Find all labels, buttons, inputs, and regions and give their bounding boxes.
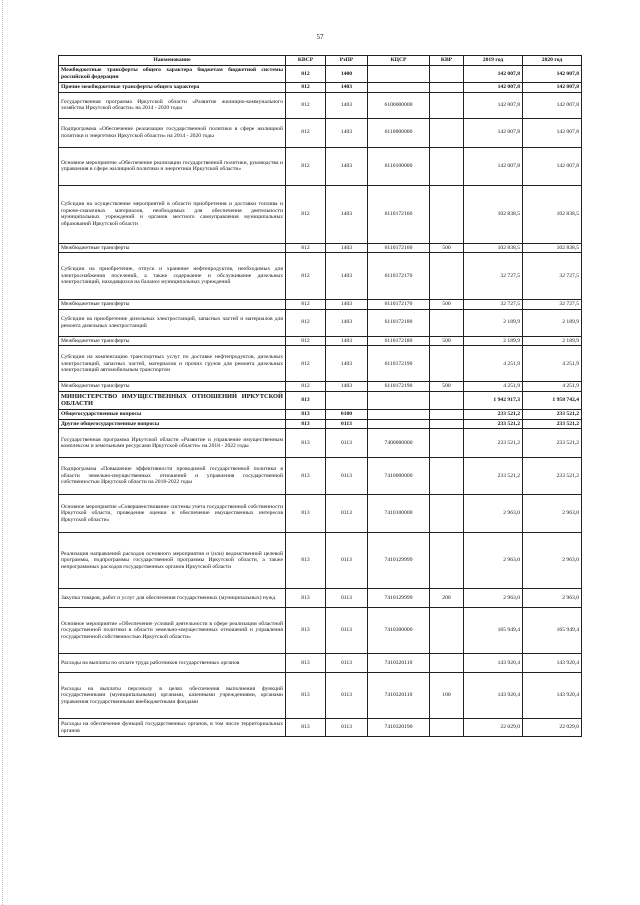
cell-rzpr: 0113 (326, 495, 368, 533)
cell-kvsr: 813 (286, 495, 326, 533)
cell-name: Межбюджетные трансферты (59, 243, 286, 253)
cell-kvr (430, 409, 464, 419)
table-row (59, 533, 582, 589)
cell-rzpr: 0113 (326, 673, 368, 719)
cell-2020: 102 838,5 (523, 243, 582, 253)
cell-2020: 143 920,4 (523, 673, 582, 719)
table-header-row (59, 56, 582, 66)
header-2019: 2019 год (464, 56, 523, 66)
cell-name: МИНИСТЕРСТВО ИМУЩЕСТВЕННЫХ ОТНОШЕНИЙ ИРКУТСКОЙ ОБЛАСТИ (59, 391, 286, 409)
cell-rzpr: 1403 (326, 185, 368, 243)
table-row (59, 409, 582, 419)
cell-rzpr: 1403 (326, 309, 368, 336)
cell-kcsr: 7400000000 (368, 429, 430, 458)
cell-name: Расходы на выплаты персоналу в целях обеспечения выполнения функций государственными (муниципальными) органами, казенными учреждениями, органами управления государственными внебюджетными фондами (59, 673, 286, 719)
cell-name: Расходы на выплаты по оплате труда работников государственных органов (59, 654, 286, 673)
cell-2020: 233 521,2 (523, 458, 582, 495)
cell-kvr (430, 118, 464, 147)
cell-name: Закупка товаров, работ и услуг для обеспечения государственных (муниципальных) нужд (59, 589, 286, 608)
cell-2020: 142 007,8 (523, 118, 582, 147)
cell-name: Другие общегосударственные вопросы (59, 419, 286, 429)
cell-kcsr: 7410129999 (368, 533, 430, 589)
cell-2019: 142 007,8 (464, 118, 523, 147)
cell-kvsr: 812 (286, 253, 326, 300)
cell-kvsr: 812 (286, 300, 326, 310)
cell-2020: 142 007,8 (523, 66, 582, 83)
cell-kvsr: 812 (286, 185, 326, 243)
cell-kvr: 500 (430, 243, 464, 253)
cell-kvsr: 812 (286, 92, 326, 118)
cell-2020: 233 521,2 (523, 409, 582, 419)
cell-kcsr: 7410000000 (368, 458, 430, 495)
binding-edge (2, 0, 5, 905)
cell-2020: 4 251,9 (523, 346, 582, 382)
cell-rzpr: 1403 (326, 346, 368, 382)
table-row (59, 346, 582, 382)
table-row (59, 495, 582, 533)
cell-name: Субсидия на осуществление мероприятий в области приобретения и доставки топлива и горюче-смазочных материалов, необходимых для обеспечения деятельности муниципальных учреждений и органов местного самоуправления муниципальных образований Иркутской области (59, 185, 286, 243)
cell-kvr (430, 495, 464, 533)
cell-rzpr: 1403 (326, 336, 368, 346)
cell-2020: 233 521,2 (523, 429, 582, 458)
cell-name: Основное мероприятие «Совершенствование системы учета государственной собственности Иркутской области, проведение оценки и обеспечение имущественных интересов Иркутской области» (59, 495, 286, 533)
header-rzpr: РзПР (326, 56, 368, 66)
cell-rzpr: 1403 (326, 92, 368, 118)
cell-name: Расходы на обеспечение функций государственных органов, в том числе территориальных органов (59, 719, 286, 737)
cell-kcsr: 6110172180 (368, 336, 430, 346)
cell-2019: 143 920,4 (464, 654, 523, 673)
cell-name: Общегосударственные вопросы (59, 409, 286, 419)
cell-2019: 102 838,5 (464, 185, 523, 243)
cell-rzpr: 0113 (326, 608, 368, 654)
cell-name: Реализация направлений расходов основного мероприятия и (или) ведомственной целевой программы, подпрограммы государственной программы Иркутской области, а также непрограммных расходов государственных органов Иркутской области (59, 533, 286, 589)
cell-2020: 1 958 742,4 (523, 391, 582, 409)
table-row (59, 336, 582, 346)
cell-2020: 233 521,2 (523, 419, 582, 429)
cell-kvr (430, 533, 464, 589)
table-row (59, 429, 582, 458)
cell-kvsr: 812 (286, 118, 326, 147)
cell-kvr (430, 147, 464, 185)
cell-kvsr: 813 (286, 654, 326, 673)
cell-kcsr: 7410100000 (368, 495, 430, 533)
cell-kvr (430, 346, 464, 382)
cell-kvr (430, 185, 464, 243)
cell-kvsr: 813 (286, 673, 326, 719)
cell-kcsr (368, 83, 430, 93)
cell-name: Субсидии на приобретение, отпуск и хранение нефтепродуктов, необходимых для электроснабжения поселений, а также содержание и обслуживание дизельных электростанций, находящихся на балансе муниципальных учреждений (59, 253, 286, 300)
cell-name: Межбюджетные трансферты (59, 382, 286, 392)
cell-kvsr: 812 (286, 346, 326, 382)
cell-kvr (430, 719, 464, 737)
cell-kvr: 200 (430, 589, 464, 608)
cell-kvr (430, 83, 464, 93)
cell-2019: 2 963,0 (464, 589, 523, 608)
cell-2019: 102 838,5 (464, 243, 523, 253)
table-row (59, 673, 582, 719)
cell-2019: 233 521,2 (464, 419, 523, 429)
table-row (59, 300, 582, 310)
cell-name: Основное мероприятие «Обеспечение условий деятельности в сфере реализации областной государственной политики в области земельно-имущественных отношений и управления государственной собственностью Иркутской области» (59, 608, 286, 654)
cell-kcsr: 7410320190 (368, 719, 430, 737)
cell-name: Прочие межбюджетные трансферты общего характера (59, 83, 286, 93)
budget-table (58, 55, 582, 737)
cell-rzpr (326, 391, 368, 409)
cell-kvr: 500 (430, 300, 464, 310)
cell-rzpr: 1403 (326, 300, 368, 310)
cell-2019: 2 189,9 (464, 309, 523, 336)
cell-rzpr: 1400 (326, 66, 368, 83)
cell-2019: 233 521,2 (464, 458, 523, 495)
cell-2020: 2 189,9 (523, 309, 582, 336)
cell-2019: 142 007,8 (464, 66, 523, 83)
cell-rzpr: 0113 (326, 719, 368, 737)
cell-rzpr: 0100 (326, 409, 368, 419)
cell-name: Межбюджетные трансферты (59, 336, 286, 346)
table-row (59, 391, 582, 409)
cell-2019: 4 251,9 (464, 346, 523, 382)
table-body (59, 66, 582, 737)
cell-name: Подпрограмма «Повышение эффективности проводимой государственной политики в области земельно-имущественных отношений и управления государственной собственностью Иркутской области на 2018-2022 годы (59, 458, 286, 495)
cell-kcsr (368, 409, 430, 419)
cell-name: Основное мероприятие «Обеспечение реализации государственной политики, руководства и управления в сфере жилищной политики и энергетики Иркутской области» (59, 147, 286, 185)
cell-rzpr: 0113 (326, 458, 368, 495)
cell-2019: 4 251,9 (464, 382, 523, 392)
header-name: Наименование (59, 56, 286, 66)
cell-kvr (430, 92, 464, 118)
cell-kvr (430, 309, 464, 336)
cell-2020: 2 189,9 (523, 336, 582, 346)
cell-kvsr: 812 (286, 147, 326, 185)
cell-kcsr (368, 419, 430, 429)
table-row (59, 92, 582, 118)
cell-kvr: 100 (430, 673, 464, 719)
table-row (59, 589, 582, 608)
cell-kcsr: 6110000000 (368, 118, 430, 147)
cell-2020: 32 727,5 (523, 253, 582, 300)
cell-kvr (430, 608, 464, 654)
cell-kcsr: 7410320110 (368, 673, 430, 719)
table-row (59, 382, 582, 392)
table-row (59, 243, 582, 253)
cell-name: Субсидии на приобретение дизельных электростанций, запасных частей и материалов для ремонта дизельных электростанций (59, 309, 286, 336)
cell-kcsr: 6110172190 (368, 382, 430, 392)
cell-kcsr: 6110172160 (368, 243, 430, 253)
cell-2020: 143 920,4 (523, 654, 582, 673)
cell-kvsr: 813 (286, 719, 326, 737)
cell-kvsr: 812 (286, 66, 326, 83)
cell-2019: 32 727,5 (464, 253, 523, 300)
cell-name: Межбюджетные трансферты общего характера бюджетам бюджетной системы российской федерации (59, 66, 286, 83)
cell-kvr (430, 391, 464, 409)
cell-kvsr: 812 (286, 309, 326, 336)
table-row (59, 419, 582, 429)
cell-rzpr: 1403 (326, 147, 368, 185)
cell-kcsr: 6110172170 (368, 253, 430, 300)
header-kvsr: КВСР (286, 56, 326, 66)
table-row (59, 66, 582, 83)
cell-rzpr: 0113 (326, 589, 368, 608)
cell-kcsr: 6110172170 (368, 300, 430, 310)
cell-2020: 165 949,4 (523, 608, 582, 654)
cell-2020: 4 251,9 (523, 382, 582, 392)
cell-kvsr: 812 (286, 83, 326, 93)
cell-2020: 32 727,5 (523, 300, 582, 310)
cell-2019: 165 949,4 (464, 608, 523, 654)
cell-rzpr: 1403 (326, 382, 368, 392)
cell-2019: 2 963,0 (464, 533, 523, 589)
cell-name: Субсидии на компенсацию транспортных услуг по доставке нефтепродуктов, дизельных электростанций, запасных частей, материалов и прочих грузов для ремонта дизельных электростанций автомобильным транспортом (59, 346, 286, 382)
cell-name: Государственная программа Иркутской области «Развитие жилищно-коммунального хозяйства Иркутской области» на 2014 - 2020 годы (59, 92, 286, 118)
cell-2020: 142 007,8 (523, 83, 582, 93)
table-row (59, 719, 582, 737)
cell-2019: 32 727,5 (464, 300, 523, 310)
cell-kvr (430, 429, 464, 458)
cell-2020: 142 007,8 (523, 147, 582, 185)
cell-2020: 22 029,0 (523, 719, 582, 737)
cell-kvr (430, 66, 464, 83)
cell-rzpr: 0113 (326, 654, 368, 673)
cell-kcsr: 7410300000 (368, 608, 430, 654)
cell-rzpr: 1403 (326, 243, 368, 253)
cell-2019: 1 942 917,3 (464, 391, 523, 409)
cell-2020: 142 007,8 (523, 92, 582, 118)
cell-kvr (430, 654, 464, 673)
cell-kvr (430, 253, 464, 300)
cell-kvsr: 812 (286, 336, 326, 346)
header-2020: 2020 год (523, 56, 582, 66)
table-row (59, 83, 582, 93)
header-kvr: КВР (430, 56, 464, 66)
table-row (59, 253, 582, 300)
cell-name: Межбюджетные трансферты (59, 300, 286, 310)
cell-kcsr: 6110172190 (368, 346, 430, 382)
cell-2020: 2 963,0 (523, 533, 582, 589)
cell-kvr (430, 419, 464, 429)
cell-rzpr: 0113 (326, 419, 368, 429)
cell-name: Государственная программа Иркутской области «Развитие и управление имущественным комплексом и земельными ресурсами Иркутской области» на 2018 - 2022 годы (59, 429, 286, 458)
cell-2019: 2 189,9 (464, 336, 523, 346)
table-row (59, 458, 582, 495)
cell-kcsr: 7410129999 (368, 589, 430, 608)
cell-kcsr: 6110172160 (368, 185, 430, 243)
cell-kcsr: 7410320110 (368, 654, 430, 673)
table-row (59, 654, 582, 673)
cell-kvr: 500 (430, 382, 464, 392)
cell-kcsr (368, 66, 430, 83)
cell-kvsr: 813 (286, 429, 326, 458)
cell-2020: 102 838,5 (523, 185, 582, 243)
cell-2020: 2 963,0 (523, 589, 582, 608)
table-row (59, 608, 582, 654)
cell-kvsr: 813 (286, 458, 326, 495)
cell-rzpr: 0113 (326, 533, 368, 589)
table-row (59, 309, 582, 336)
cell-kvsr: 813 (286, 589, 326, 608)
cell-kcsr: 6110172180 (368, 309, 430, 336)
cell-2019: 142 007,8 (464, 83, 523, 93)
cell-2019: 142 007,8 (464, 92, 523, 118)
cell-rzpr: 1403 (326, 83, 368, 93)
cell-kvsr: 812 (286, 243, 326, 253)
table-row (59, 185, 582, 243)
cell-kcsr (368, 391, 430, 409)
cell-name: Подпрограмма «Обеспечение реализации государственной политики в сфере жилищной политики и энергетики Иркутской области» на 2014 - 2020 годы (59, 118, 286, 147)
cell-kvr (430, 458, 464, 495)
header-kcsr: КЦСР (368, 56, 430, 66)
table-row (59, 147, 582, 185)
cell-2019: 233 521,2 (464, 409, 523, 419)
cell-rzpr: 1403 (326, 253, 368, 300)
cell-2019: 233 521,2 (464, 429, 523, 458)
cell-kvsr: 813 (286, 409, 326, 419)
cell-rzpr: 0113 (326, 429, 368, 458)
table-row (59, 118, 582, 147)
cell-kvsr: 813 (286, 419, 326, 429)
cell-kvsr: 813 (286, 533, 326, 589)
cell-2019: 142 007,8 (464, 147, 523, 185)
cell-kvsr: 812 (286, 382, 326, 392)
cell-2019: 22 029,0 (464, 719, 523, 737)
cell-kcsr: 6100000000 (368, 92, 430, 118)
cell-kvsr: 813 (286, 608, 326, 654)
cell-2020: 2 963,0 (523, 495, 582, 533)
cell-kcsr: 6110100000 (368, 147, 430, 185)
cell-kvr: 500 (430, 336, 464, 346)
cell-2019: 143 920,4 (464, 673, 523, 719)
cell-rzpr: 1403 (326, 118, 368, 147)
cell-kvsr: 813 (286, 391, 326, 409)
page-number: 57 (316, 33, 324, 41)
cell-2019: 2 963,0 (464, 495, 523, 533)
